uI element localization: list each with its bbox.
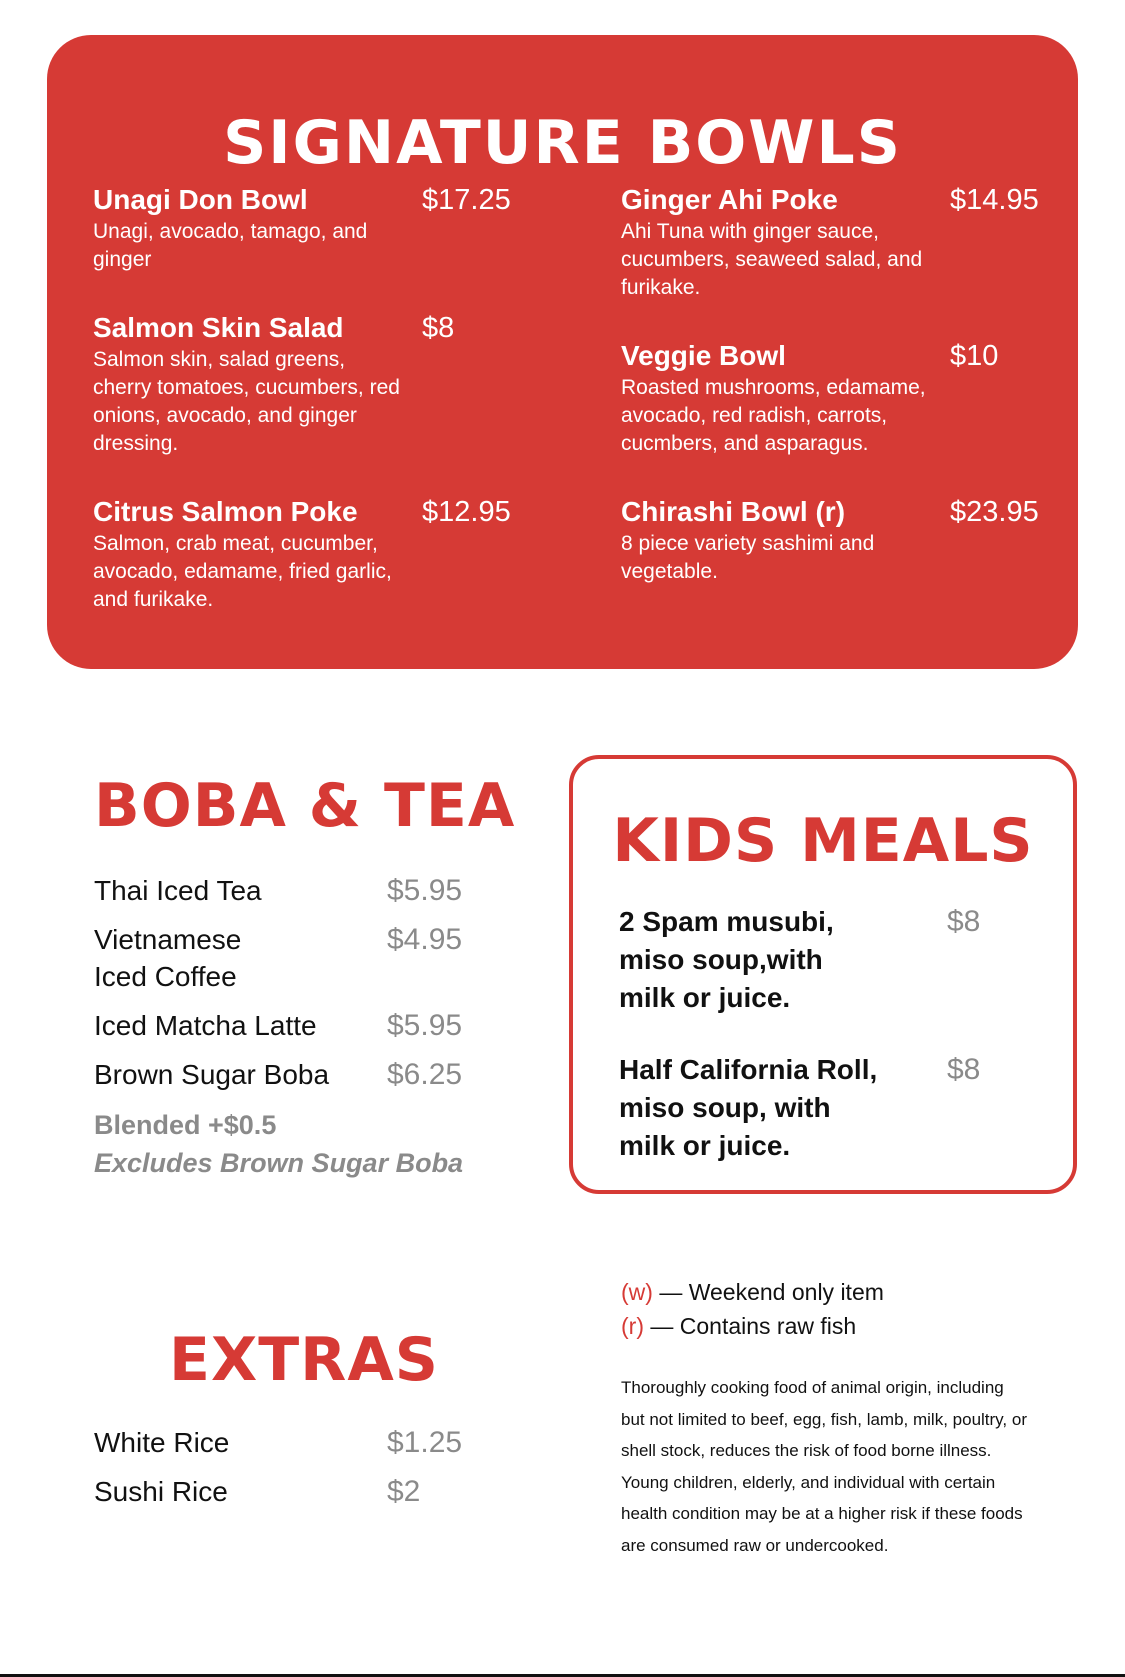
signature-left-column (93, 182, 523, 614)
menu-item-citrus-salmon-poke (93, 494, 523, 614)
item-price: $8 (422, 312, 455, 344)
item-name: Ginger Ahi Poke (621, 184, 838, 215)
item-price: $12.95 (422, 496, 511, 528)
boba-tea-title: BOBA & TEA (94, 771, 516, 841)
menu-item-chirashi-bowl (621, 494, 1051, 586)
item-name: Thai Iced Tea (94, 875, 262, 906)
menu-legend (621, 1275, 884, 1343)
menu-item-spam-musubi-meal (619, 903, 1039, 1017)
food-safety-notice: Thoroughly cooking food of animal origin, including but not limited to beef, egg, fish, lamb, milk, poultry, or shell stock, reduces the risk of food borne illness. Young children, elderly, and individual with certain health condition may be at a higher risk if these foods are consumed raw or undercooked. (621, 1378, 1027, 1555)
kids-meals-title: KIDS MEALS (612, 806, 1034, 876)
menu-item-salmon-skin-salad (93, 310, 523, 458)
kids-meals-box (569, 755, 1077, 1194)
item-price: $14.95 (950, 184, 1039, 216)
item-name: Brown Sugar Boba (94, 1059, 330, 1090)
signature-bowls-title: SIGNATURE BOWLS (223, 108, 902, 178)
item-price: $5.95 (387, 874, 463, 907)
item-name: Veggie Bowl (621, 340, 786, 371)
blended-upcharge: Blended +$0.5 (94, 1110, 277, 1140)
item-price: $17.25 (422, 184, 511, 216)
blended-note (94, 1106, 463, 1182)
item-price: $8 (947, 905, 981, 938)
item-description: Ahi Tuna with ginger sauce, cucumbers, seaweed salad, and furikake. (621, 220, 923, 299)
signature-bowls-panel (47, 35, 1078, 669)
item-price: $10 (950, 340, 999, 372)
menu-item-ginger-ahi-poke (621, 182, 1051, 302)
item-name: Vietnamese Iced Coffee (94, 924, 242, 992)
item-price: $4.95 (387, 923, 463, 956)
item-price: $5.95 (387, 1009, 463, 1042)
item-name: Chirashi Bowl (r) (621, 496, 846, 527)
item-name: Sushi Rice (94, 1476, 228, 1507)
extras-list (94, 1424, 514, 1522)
item-name: Salmon Skin Salad (93, 312, 344, 343)
signature-right-column (621, 182, 1051, 586)
menu-item-brown-sugar-boba (94, 1056, 514, 1093)
menu-item-sushi-rice (94, 1473, 514, 1510)
blended-exclusion: Excludes Brown Sugar Boba (94, 1148, 464, 1178)
legend-text: — Weekend only item (652, 1279, 884, 1305)
item-description: Salmon, crab meat, cucumber, avocado, edamame, fried garlic, and furikake. (93, 532, 392, 611)
item-name: Citrus Salmon Poke (93, 496, 358, 527)
menu-item-iced-matcha-latte (94, 1007, 514, 1044)
item-name: Half California Roll, miso soup, with milk or juice. (619, 1054, 878, 1161)
item-price: $1.25 (387, 1426, 463, 1459)
item-name: Iced Matcha Latte (94, 1010, 317, 1041)
item-description: Roasted mushrooms, edamame, avocado, red radish, carrots, cucmbers, and asparagus. (621, 376, 926, 455)
item-description: Salmon skin, salad greens, cherry tomatoes, cucumbers, red onions, avocado, and ginger dressing. (93, 348, 400, 455)
legend-weekend (621, 1275, 884, 1309)
item-description: 8 piece variety sashimi and vegetable. (621, 532, 875, 583)
menu-item-white-rice (94, 1424, 514, 1461)
legend-raw-fish (621, 1309, 884, 1343)
item-price: $23.95 (950, 496, 1039, 528)
boba-tea-list (94, 872, 514, 1105)
item-price: $6.25 (387, 1058, 463, 1091)
item-price: $8 (947, 1053, 981, 1086)
legend-text: — Contains raw fish (643, 1313, 857, 1339)
item-name: White Rice (94, 1427, 230, 1458)
menu-item-thai-iced-tea (94, 872, 514, 909)
item-price: $2 (387, 1475, 421, 1508)
legend-code: (r) (621, 1313, 644, 1339)
extras-title: EXTRAS (168, 1325, 440, 1395)
item-name: 2 Spam musubi, miso soup,with milk or juice. (619, 906, 834, 1013)
item-name: Unagi Don Bowl (93, 184, 308, 215)
menu-item-california-roll-meal (619, 1051, 1039, 1165)
menu-item-veggie-bowl (621, 338, 1051, 458)
menu-item-vietnamese-iced-coffee (94, 921, 514, 995)
menu-item-unagi-don-bowl (93, 182, 523, 274)
item-description: Unagi, avocado, tamago, and ginger (93, 220, 368, 271)
legend-code: (w) (621, 1279, 653, 1305)
